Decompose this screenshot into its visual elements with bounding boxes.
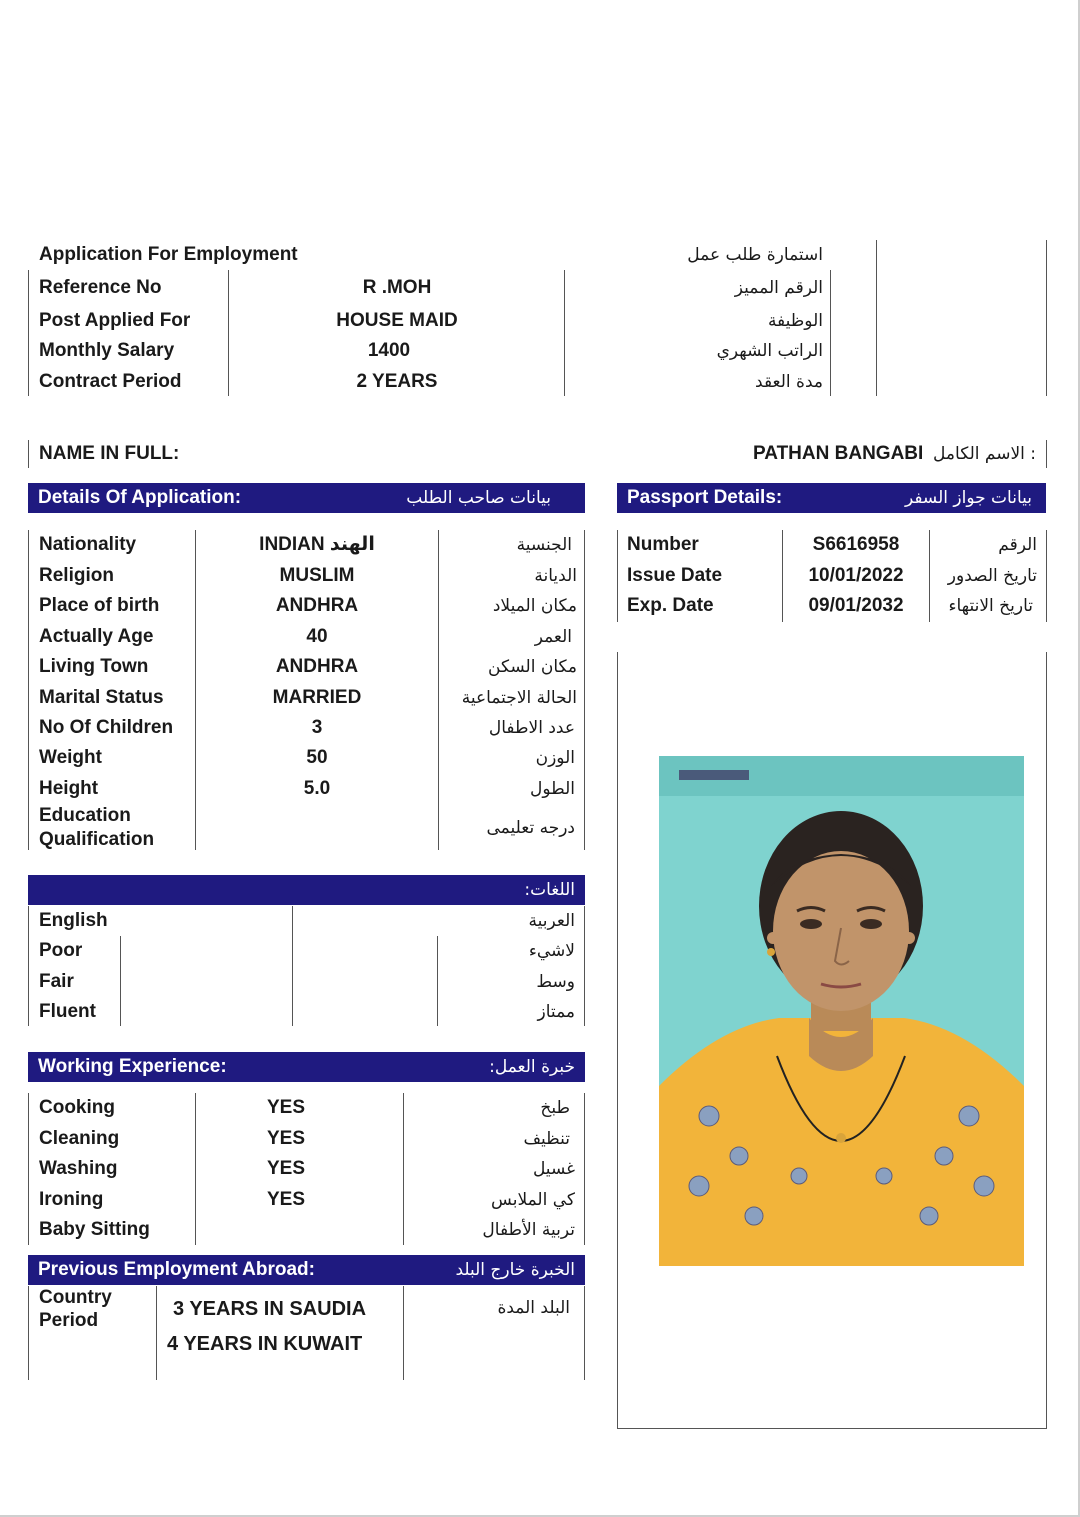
language-fluent-label: Fluent (39, 1001, 96, 1022)
monthly-salary-value: 1400 (367, 340, 411, 361)
period-label: Period (39, 1310, 99, 1331)
experience-divider (584, 1093, 585, 1245)
nationality-label: Nationality (39, 534, 137, 555)
washing-label-ar: غسيل (532, 1159, 575, 1179)
monthly-salary-label: Monthly Salary (39, 340, 175, 361)
education-label-ar: درجه تعليمى (486, 818, 575, 838)
cleaning-label-ar: تنظيف (523, 1129, 570, 1149)
header-divider (28, 270, 29, 396)
experience-header-bar (28, 1052, 585, 1082)
marital-status-label-ar: الحالة الاجتماعية (461, 688, 577, 708)
reference-no-label: Reference No (39, 277, 162, 298)
height-label: Height (39, 778, 99, 799)
name-label-ar: : الاسم الكامل (933, 444, 1036, 464)
languages-divider (28, 906, 29, 1026)
post-applied-label: Post Applied For (39, 310, 191, 331)
passport-number-label: Number (627, 534, 699, 555)
living-town-label-ar: مكان السكن (488, 657, 577, 677)
details-divider (28, 530, 29, 850)
children-value: 3 (311, 717, 323, 738)
reference-no-label-ar: الرقم المميز (734, 278, 823, 298)
cooking-value: YES (267, 1097, 306, 1118)
previous-header-bar (28, 1255, 585, 1285)
details-divider (584, 530, 585, 850)
country-period-label-ar: البلد المدة (497, 1298, 570, 1318)
language-fair-label-ar: وسط (536, 972, 575, 992)
header-divider (564, 270, 565, 396)
age-value: 40 (306, 626, 328, 647)
exp-date-value: 09/01/2032 (808, 595, 904, 616)
place-of-birth-label-ar: مكان الميلاد (492, 596, 577, 616)
experience-divider (195, 1093, 196, 1245)
languages-header-bar (28, 875, 585, 905)
passport-title-ar: بيانات جواز السفر (904, 488, 1032, 508)
washing-value: YES (267, 1158, 306, 1179)
previous-title-ar: الخبرة خارج البلد (455, 1260, 575, 1280)
children-label: No Of Children (39, 717, 174, 738)
applicant-photo (659, 756, 1024, 1266)
passport-number-value: S6616958 (812, 534, 900, 555)
ironing-label: Ironing (39, 1189, 104, 1210)
age-label: Actually Age (39, 626, 154, 647)
nationality-value: INDIAN الهند (259, 534, 375, 555)
passport-header-bar (617, 483, 1046, 513)
religion-label-ar: الديانة (534, 566, 577, 586)
passport-divider (782, 530, 783, 622)
height-label-ar: الطول (530, 779, 575, 799)
age-label-ar: العمر (534, 627, 572, 647)
languages-divider (120, 936, 121, 1026)
place-of-birth-label: Place of birth (39, 595, 160, 616)
baby-sitting-label: Baby Sitting (39, 1219, 150, 1240)
height-value: 5.0 (303, 778, 331, 799)
header-divider (830, 270, 831, 396)
experience-divider (403, 1093, 404, 1245)
experience-divider (28, 1093, 29, 1245)
passport-divider (617, 530, 618, 622)
language-fair-label: Fair (39, 971, 74, 992)
details-divider (195, 530, 196, 850)
education-label-line2: Qualification (39, 829, 155, 850)
language-poor-label: Poor (39, 940, 83, 961)
ironing-value: YES (267, 1189, 306, 1210)
cleaning-value: YES (267, 1128, 306, 1149)
washing-label: Washing (39, 1158, 118, 1179)
details-title: Details Of Application: (38, 487, 242, 508)
contract-period-label-ar: مدة العقد (755, 372, 823, 392)
post-applied-label-ar: الوظيفة (767, 311, 823, 331)
passport-divider (929, 530, 930, 622)
language-english-label-ar: العربية (528, 911, 575, 931)
children-label-ar: عدد الاطفال (488, 718, 575, 738)
contract-period-value: 2 YEARS (356, 371, 438, 392)
form-title-ar: استمارة طلب عمل (687, 245, 823, 265)
contract-period-label: Contract Period (39, 371, 182, 392)
name-divider (1046, 440, 1047, 468)
header-divider (1046, 240, 1047, 396)
weight-value: 50 (306, 747, 328, 768)
ironing-label-ar: كي الملابس (491, 1190, 575, 1210)
previous-entry-2: 4 YEARS IN KUWAIT (167, 1333, 363, 1355)
passport-number-label-ar: الرقم (998, 535, 1037, 555)
form-title: Application For Employment (39, 244, 298, 265)
previous-divider (28, 1286, 29, 1380)
monthly-salary-label-ar: الراتب الشهري (716, 341, 823, 361)
exp-date-label-ar: تاريخ الانتهاء (948, 596, 1033, 616)
previous-divider (156, 1286, 157, 1380)
passport-title: Passport Details: (627, 487, 783, 508)
weight-label-ar: الوزن (535, 748, 575, 768)
issue-date-value: 10/01/2022 (808, 565, 904, 586)
previous-divider (584, 1286, 585, 1380)
post-applied-value: HOUSE MAID (336, 310, 458, 331)
photo-frame-left (617, 652, 618, 1428)
details-title-ar: بيانات صاحب الطلب (406, 488, 551, 508)
cooking-label-ar: طبخ (540, 1098, 570, 1118)
living-town-label: Living Town (39, 656, 149, 677)
name-value: PATHAN BANGABI (753, 443, 924, 464)
details-header-bar (28, 483, 585, 513)
languages-title-ar: اللغات: (524, 880, 575, 900)
language-poor-label-ar: لاشيء (528, 941, 575, 961)
exp-date-label: Exp. Date (627, 595, 714, 616)
marital-status-value: MARRIED (272, 687, 362, 708)
marital-status-label: Marital Status (39, 687, 164, 708)
header-divider (876, 240, 877, 396)
experience-title: Working Experience: (38, 1056, 227, 1077)
experience-title-ar: خبرة العمل: (489, 1057, 575, 1077)
country-label: Country (39, 1287, 112, 1308)
education-label-line1: Education (39, 805, 131, 826)
photo-frame-bottom (617, 1428, 1047, 1429)
previous-entry-1: 3 YEARS IN SAUDIA (173, 1298, 367, 1320)
cleaning-label: Cleaning (39, 1128, 120, 1149)
issue-date-label-ar: تاريخ الصدور (947, 566, 1037, 586)
religion-label: Religion (39, 565, 114, 586)
living-town-value: ANDHRA (275, 656, 359, 677)
place-of-birth-value: ANDHRA (275, 595, 359, 616)
previous-divider (403, 1286, 404, 1380)
language-fluent-label-ar: ممتاز (537, 1002, 575, 1022)
nationality-label-ar: الجنسية (516, 535, 572, 555)
passport-divider (1046, 530, 1047, 622)
header-divider (228, 270, 229, 396)
details-divider (438, 530, 439, 850)
languages-divider (584, 906, 585, 1026)
name-label: NAME IN FULL: (39, 443, 180, 464)
reference-no-value: R .MOH (362, 277, 432, 298)
photo-frame-right (1046, 652, 1047, 1428)
baby-sitting-label-ar: تربية الأطفال (482, 1220, 575, 1240)
weight-label: Weight (39, 747, 102, 768)
languages-divider (292, 906, 293, 1026)
previous-title: Previous Employment Abroad: (38, 1259, 315, 1280)
languages-divider (437, 936, 438, 1026)
language-english-label: English (39, 910, 108, 931)
name-divider (28, 440, 29, 468)
religion-value: MUSLIM (279, 565, 355, 586)
issue-date-label: Issue Date (627, 565, 723, 586)
cooking-label: Cooking (39, 1097, 115, 1118)
